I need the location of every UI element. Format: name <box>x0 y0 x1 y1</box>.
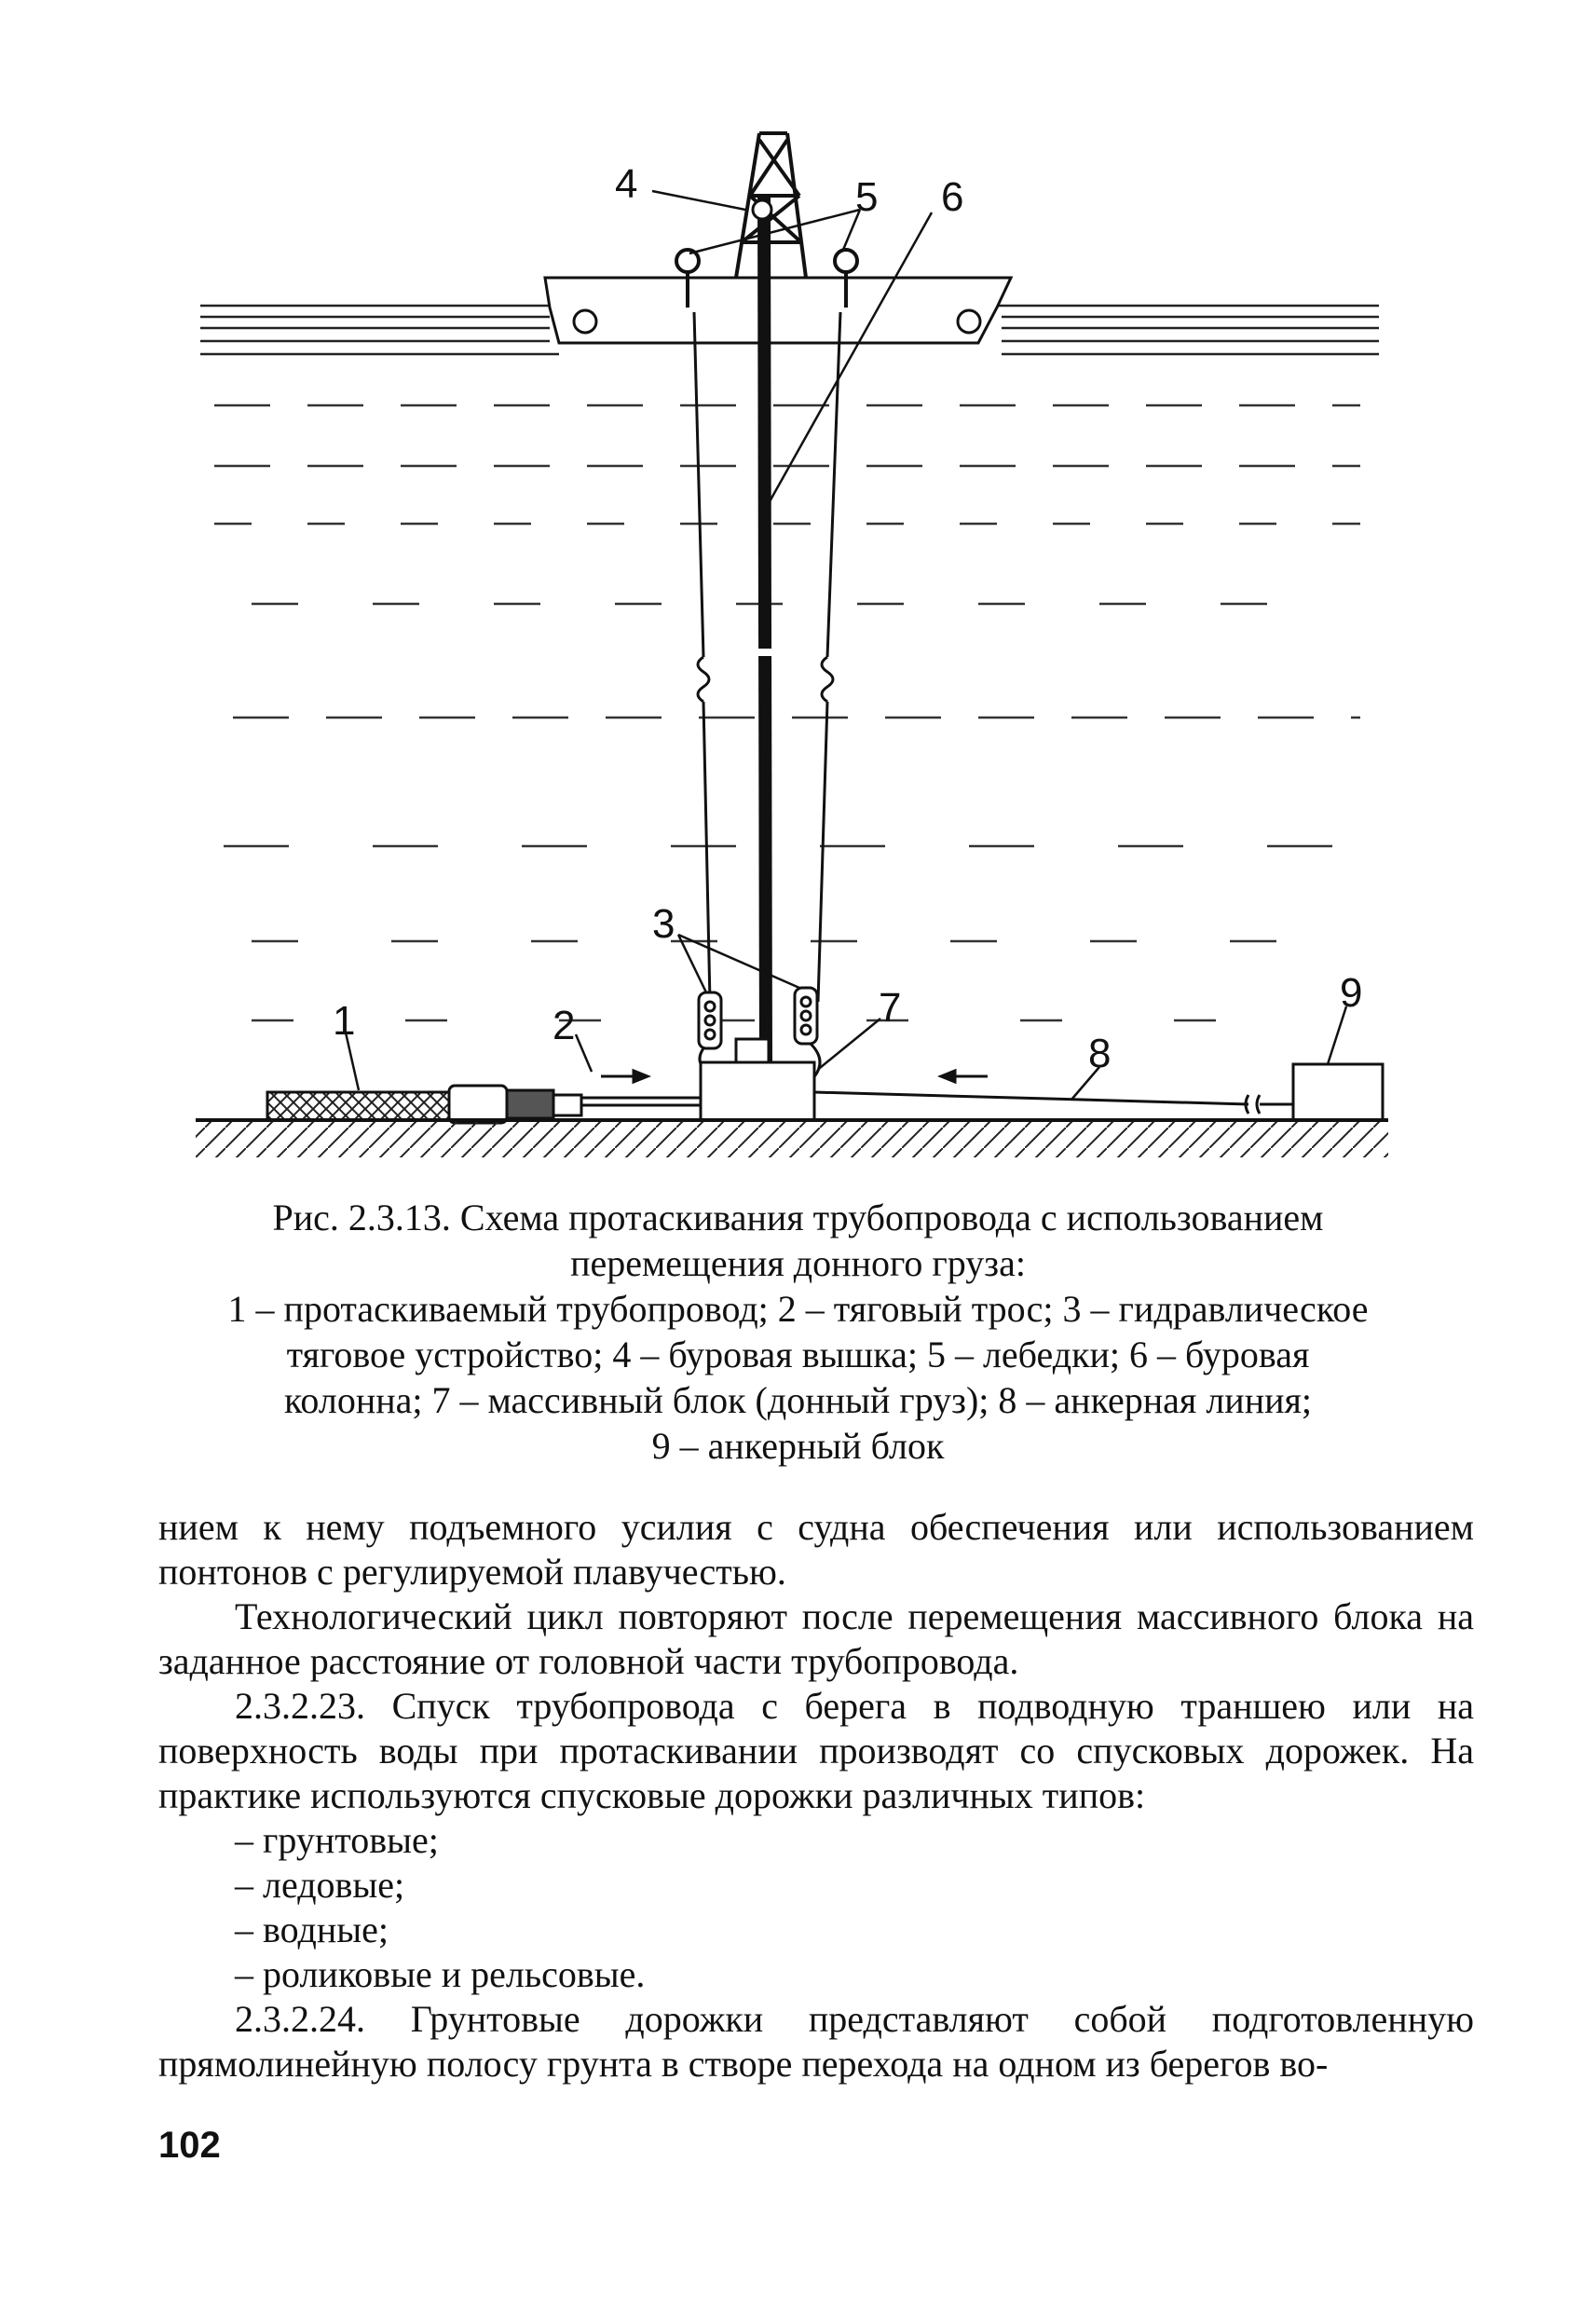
caption-legend-line: 9 – анкерный блок <box>651 1425 945 1467</box>
support-vessel <box>545 278 1011 343</box>
label-9: 9 <box>1340 970 1363 1016</box>
list-item: – ледовые; <box>235 1864 405 1906</box>
label-4: 4 <box>615 161 638 207</box>
caption-legend-line: тяговое устройство; 4 – буровая вышка; 5 – лебедки; 6 – буровая <box>286 1334 1310 1375</box>
paragraph: 2.3.2.24. Грунтовые дорожки представляют собой подготовленную прямолинейную полосу грунта в створе перехода на одном из берегов во- <box>158 1998 1474 2085</box>
list-item: – водные; <box>235 1908 389 1950</box>
body-text <box>158 1505 1474 2086</box>
caption-title-line: Рис. 2.3.13. Схема протаскивания трубопровода с использованием <box>272 1197 1324 1238</box>
label-7: 7 <box>879 985 902 1031</box>
label-5: 5 <box>855 174 879 220</box>
paragraph: Технологический цикл повторяют после перемещения массивного блока на заданное расстояние от головной части трубопровода. <box>158 1595 1474 1682</box>
anchor-line <box>814 1092 1293 1114</box>
caption-title-line: перемещения донного груза: <box>570 1242 1026 1284</box>
paragraph: нием к нему подъемного усилия с судна обеспечения или использованием понтонов с регулируемой плавучестью. <box>158 1506 1474 1593</box>
label-8: 8 <box>1088 1031 1112 1076</box>
massive-block <box>701 1039 814 1120</box>
list-item: – роликовые и рельсовые. <box>235 1953 646 1995</box>
page-number: 102 <box>158 2125 221 2166</box>
anchor-block <box>1293 1064 1383 1120</box>
figure-caption <box>130 1195 1466 1469</box>
label-1: 1 <box>333 998 356 1044</box>
caption-legend-line: 1 – протаскиваемый трубопровод; 2 – тяговый трос; 3 – гидравлическое <box>227 1288 1369 1330</box>
list-item: – грунтовые; <box>235 1819 439 1861</box>
label-3: 3 <box>652 901 675 947</box>
pulled-pipeline <box>267 1086 701 1123</box>
label-6: 6 <box>941 174 964 220</box>
caption-legend-line: колонна; 7 – массивный блок (донный груз); 8 – анкерная линия; <box>283 1379 1313 1421</box>
water-lines <box>214 405 1363 1020</box>
paragraph: 2.3.2.23. Спуск трубопровода с берега в подводную траншею или на поверхность воды при протаскивании производят со спусковых дорожек. На практике используются спусковые дорожки различных типов: <box>158 1685 1474 1816</box>
label-2: 2 <box>552 1003 576 1048</box>
seabed <box>196 1120 1388 1157</box>
